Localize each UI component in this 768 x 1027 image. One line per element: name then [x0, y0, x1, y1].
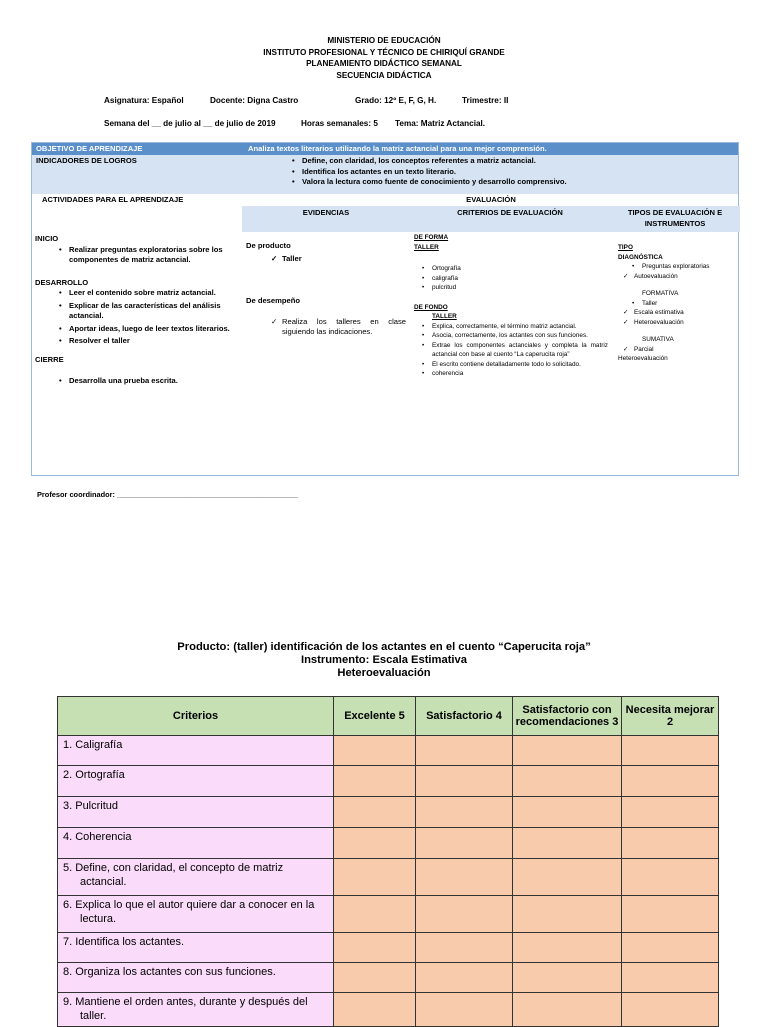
activity-item: • Leer el contenido sobre matriz actancial.: [69, 288, 240, 299]
tema: Tema: Matriz Actancial.: [395, 119, 486, 128]
inicio-list: [69, 245, 240, 266]
criteria-item: • Explica, correctamente, el término matriz actancial.: [432, 322, 608, 332]
table-row: [58, 766, 719, 797]
objective-row: [32, 143, 738, 155]
criteria-item: • pulcritud: [432, 283, 608, 293]
formativa-label: FORMATIVA: [642, 290, 679, 297]
score-cell[interactable]: [416, 828, 513, 859]
profesor-coordinador: Profesor coordinador: ____________________________________________: [37, 490, 298, 499]
score-cell[interactable]: [334, 766, 416, 797]
indicator-item: • Valora la lectura como fuente de conocimiento y desarrollo comprensivo.: [302, 177, 567, 188]
criteria-item: • Ortografía: [432, 264, 608, 274]
score-cell[interactable]: [622, 963, 719, 993]
criterion-cell: 1. Caligrafía: [58, 736, 334, 766]
document-header: [0, 35, 768, 81]
header-necesita-mejorar: Necesita mejorar 2: [622, 697, 719, 736]
criteria-item: • Asocia, correctamente, los actantes con sus funciones.: [432, 331, 608, 341]
producto-label: De producto: [246, 241, 291, 250]
producto-list: [282, 254, 406, 265]
docente: Docente: Digna Castro: [210, 96, 299, 105]
diagnostica-list: [642, 262, 738, 272]
score-cell[interactable]: [513, 859, 622, 896]
header-line: SECUENCIA DIDÁCTICA: [336, 70, 432, 80]
desarrollo-list: [69, 288, 240, 347]
evaluation-label: EVALUACIÓN: [466, 195, 516, 204]
fondo-label: DE FONDO: [414, 303, 448, 311]
table-row: [58, 993, 719, 1027]
criterion-cell: 7. Identifica los actantes.: [58, 933, 334, 963]
table-row: [58, 828, 719, 859]
diagnostica-checks: [634, 272, 738, 282]
rubric-title-line: Instrumento: Escala Estimativa: [300, 654, 467, 666]
score-cell[interactable]: [513, 896, 622, 933]
table-row: [58, 963, 719, 993]
taller-label-2: TALLER: [432, 313, 457, 320]
rubric-title-line: Heteroevaluación: [337, 667, 431, 679]
criterion-cell: 3. Pulcritud: [58, 797, 334, 828]
desempeno-label: De desempeño: [246, 296, 301, 305]
sumativa-label: SUMATIVA: [642, 336, 674, 343]
header-satisfactorio: Satisfactorio 4: [416, 697, 513, 736]
objective-label: OBJETIVO DE APRENDIZAJE: [36, 144, 143, 153]
formativa-checks: [634, 308, 738, 327]
indicators-label: INDICADORES DE LOGROS: [36, 156, 137, 165]
activity-item: • Resolver el taller: [69, 336, 240, 347]
activities-label: ACTIVIDADES PARA EL APRENDIZAJE: [42, 195, 184, 204]
tipo-label: TIPO: [618, 244, 633, 251]
score-cell[interactable]: [334, 896, 416, 933]
formativa-list: [642, 299, 738, 309]
score-cell[interactable]: [416, 896, 513, 933]
score-cell[interactable]: [416, 963, 513, 993]
evidences-column: [246, 241, 406, 338]
score-cell[interactable]: [622, 896, 719, 933]
activity-item: • Explicar de las características del análisis actancial.: [69, 301, 240, 322]
forma-list: [432, 264, 608, 293]
header-satisfactorio-recomendaciones: Satisfactorio con recomendaciones 3: [513, 697, 622, 736]
planning-table: [31, 142, 739, 476]
types-label: TIPOS DE EVALUACIÓN E INSTRUMENTOS: [627, 208, 723, 228]
type-item: ✓ Autoevaluación: [634, 272, 738, 282]
criterion-cell: 9. Mantiene el orden antes, durante y después del taller.: [58, 993, 334, 1027]
criteria-item: • Extrae los componentes actanciales y completa la matriz actancial con base al cuento “La caperucita roja”: [432, 341, 608, 360]
table-row: [58, 896, 719, 933]
score-cell[interactable]: [334, 828, 416, 859]
activity-item: • Aportar ideas, luego de leer textos literarios.: [69, 324, 240, 335]
desarrollo-label: DESARROLLO: [35, 277, 89, 287]
criteria-item: • caligrafía: [432, 274, 608, 284]
score-cell[interactable]: [334, 736, 416, 766]
rubric-table: [57, 696, 719, 1027]
score-cell[interactable]: [622, 797, 719, 828]
trimestre: Trimestre: II: [462, 96, 509, 105]
cierre-label: CIERRE: [35, 354, 64, 364]
taller-label: TALLER: [414, 243, 439, 251]
type-item: • Preguntas exploratorias: [642, 262, 738, 272]
asignatura: Asignatura: Español: [104, 96, 184, 105]
type-item: ✓ Parcial: [634, 345, 738, 355]
sumativa-checks: [634, 345, 738, 355]
types-column: [618, 243, 738, 364]
criterion-cell: 2. Ortografía: [58, 766, 334, 797]
criterion-cell: 6. Explica lo que el autor quiere dar a conocer en la lectura.: [58, 896, 334, 933]
criteria-item: • El escrito contiene detalladamente todo lo solicitado.: [432, 360, 608, 370]
header-criterios: Criterios: [58, 697, 334, 736]
score-cell[interactable]: [622, 933, 719, 963]
indicator-item: • Identifica los actantes en un texto literario.: [302, 167, 567, 178]
activity-item: • Realizar preguntas exploratorias sobre los componentes de matriz actancial.: [69, 245, 240, 266]
evidence-item: ✓ Taller: [282, 254, 406, 265]
score-cell[interactable]: [513, 933, 622, 963]
activities-column: [35, 234, 240, 387]
criteria-column: [414, 233, 608, 379]
score-cell[interactable]: [622, 736, 719, 766]
score-cell[interactable]: [416, 933, 513, 963]
score-cell[interactable]: [334, 797, 416, 828]
score-cell[interactable]: [622, 993, 719, 1027]
score-cell[interactable]: [513, 828, 622, 859]
header-line: PLANEAMIENTO DIDÁCTICO SEMANAL: [306, 59, 462, 68]
criterion-cell: 5. Define, con claridad, el concepto de matriz actancial.: [58, 859, 334, 896]
horas: Horas semanales: 5: [301, 119, 378, 128]
score-cell[interactable]: [416, 797, 513, 828]
rubric-title-line: Producto: (taller) identificación de los actantes en el cuento “Caperucita roja”: [177, 641, 591, 653]
criteria-label: CRITERIOS DE EVALUACIÓN: [457, 208, 563, 217]
rubric-title: [0, 641, 768, 680]
score-cell[interactable]: [513, 736, 622, 766]
cierre-list: [69, 376, 240, 387]
rubric-header-row: [58, 697, 719, 736]
table-row: [58, 797, 719, 828]
score-cell[interactable]: [334, 859, 416, 896]
score-cell[interactable]: [513, 963, 622, 993]
score-cell[interactable]: [622, 828, 719, 859]
indicators-row: [32, 155, 738, 194]
score-cell[interactable]: [622, 859, 719, 896]
diagnostica-label: DIAGNÓSTICA: [618, 253, 663, 261]
inicio-label: INICIO: [35, 234, 59, 243]
grado: Grado: 12º E, F, G, H.: [355, 96, 437, 105]
criterion-cell: 8. Organiza los actantes con sus funciones.: [58, 963, 334, 993]
type-item: ✓ Heteroevaluación: [634, 318, 738, 328]
table-row: [58, 933, 719, 963]
sumativa-extra: Heteroevaluación: [618, 355, 668, 362]
fondo-list: [432, 322, 608, 379]
score-cell[interactable]: [513, 766, 622, 797]
type-item: ✓ Escala estimativa: [634, 308, 738, 318]
type-item: • Taller: [642, 299, 738, 309]
indicators-list: [302, 156, 567, 188]
score-cell[interactable]: [513, 797, 622, 828]
score-cell[interactable]: [334, 993, 416, 1027]
score-cell[interactable]: [416, 766, 513, 797]
score-cell[interactable]: [416, 993, 513, 1027]
objective-text: Analiza textos literarios utilizando la matriz actancial para una mejor comprensión.: [248, 144, 547, 153]
semana: Semana del __ de julio al __ de julio de 2019: [104, 119, 276, 128]
indicator-item: • Define, con claridad, los conceptos referentes a matriz actancial.: [302, 156, 567, 167]
evaluation-subheader: [242, 206, 740, 232]
table-row: [58, 736, 719, 766]
evidences-label: EVIDENCIAS: [302, 208, 350, 217]
score-cell[interactable]: [334, 963, 416, 993]
score-cell[interactable]: [416, 859, 513, 896]
score-cell[interactable]: [513, 993, 622, 1027]
evidence-item: ✓ Realiza los talleres en clase siguiendo las indicaciones.: [282, 317, 406, 338]
criterion-cell: 4. Coherencia: [58, 828, 334, 859]
forma-label: DE FORMA: [414, 234, 449, 241]
header-excelente: Excelente 5: [334, 697, 416, 736]
desempeno-list: [282, 317, 406, 338]
table-row: [58, 859, 719, 896]
criteria-item: • coherencia: [432, 369, 608, 379]
score-cell[interactable]: [334, 933, 416, 963]
activity-item: • Desarrolla una prueba escrita.: [69, 376, 240, 387]
score-cell[interactable]: [416, 736, 513, 766]
score-cell[interactable]: [622, 766, 719, 797]
header-line: INSTITUTO PROFESIONAL Y TÉCNICO DE CHIRIQUÍ GRANDE: [263, 47, 505, 57]
header-line: MINISTERIO DE EDUCACIÓN: [327, 36, 441, 45]
